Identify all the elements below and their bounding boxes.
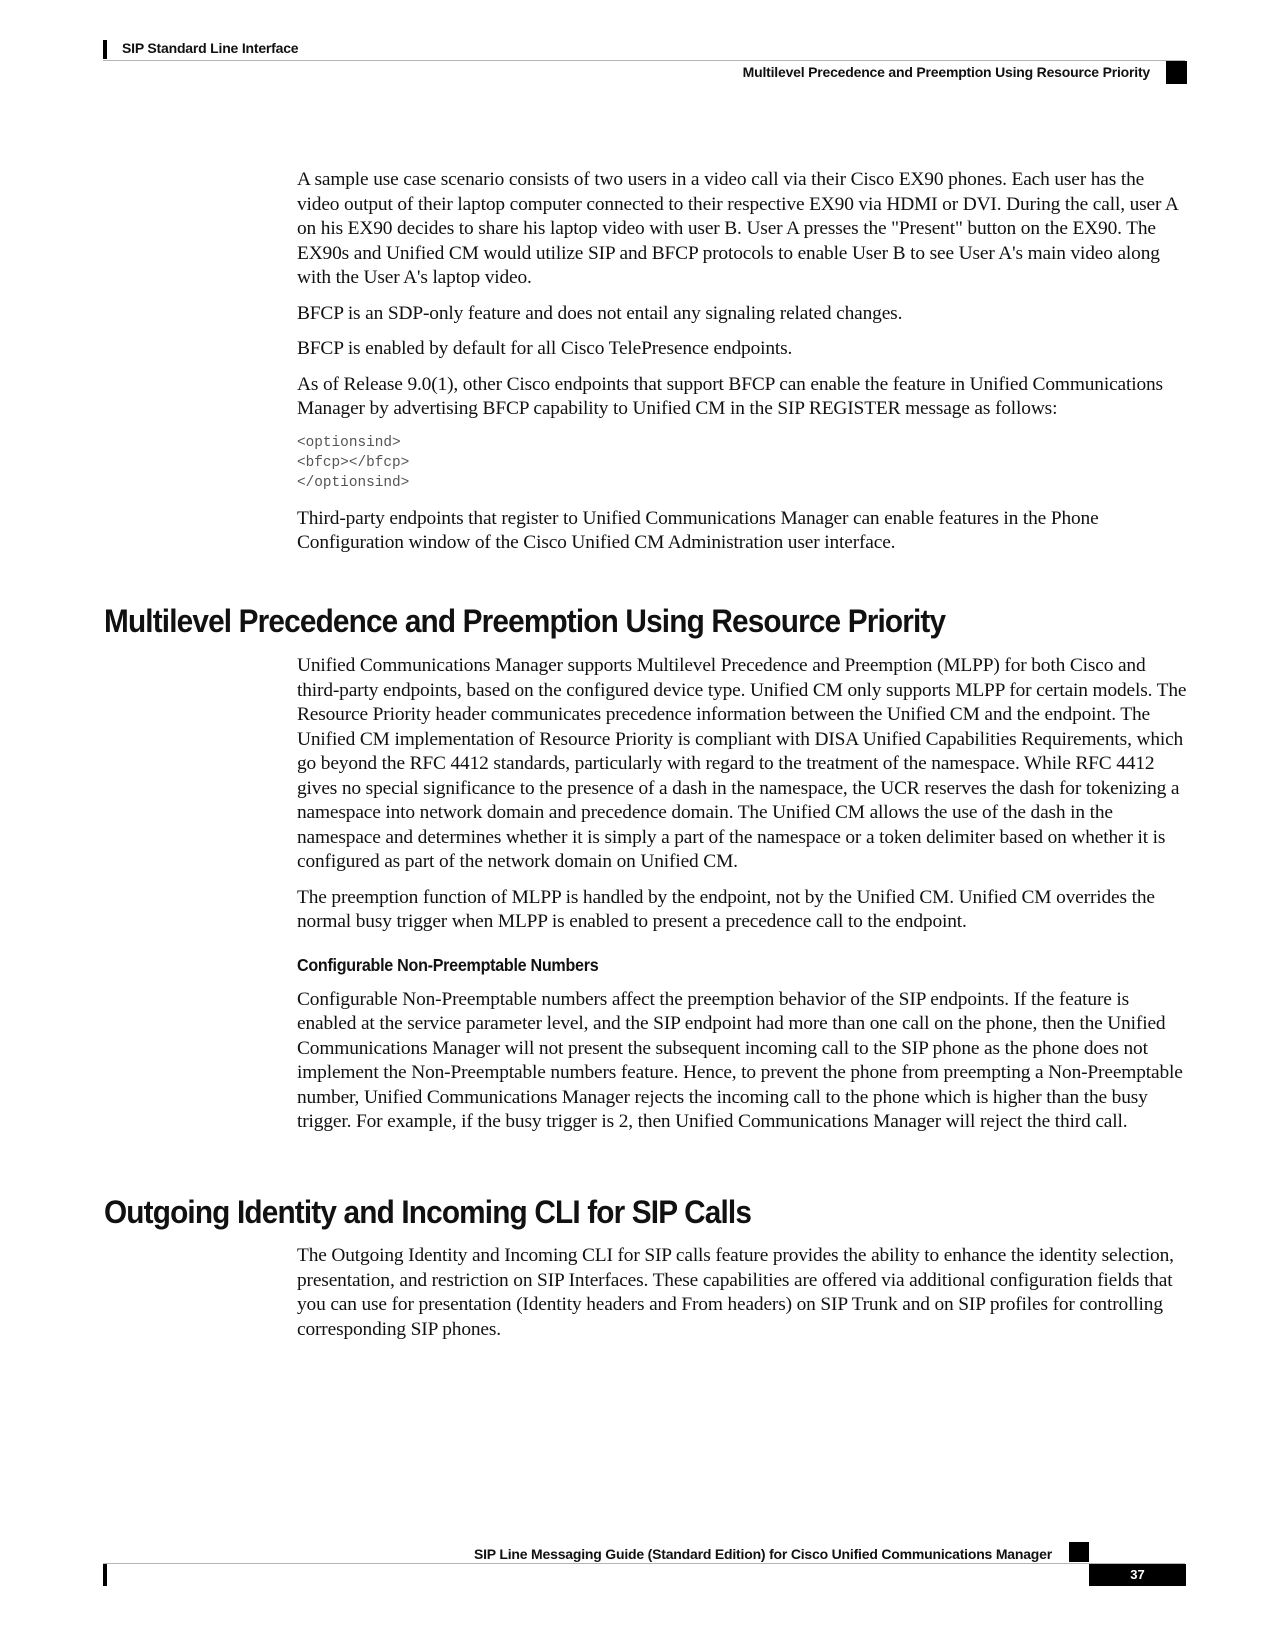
- code-line: </optionsind>: [297, 474, 410, 491]
- outgoing-section: [297, 1244, 1190, 1353]
- section-heading-outgoing-identity: Outgoing Identity and Incoming CLI for SIP Calls: [104, 1194, 752, 1230]
- code-sample: [297, 433, 1190, 493]
- outgoing-paragraph: The Outgoing Identity and Incoming CLI for SIP calls feature provides the ability to enhance the identity selection, presentation, and restriction on SIP Interfaces. These capabilities are offered via additional configuration fields that you can use for presentation (Identity headers and From headers) on SIP Trunk and on SIP profiles for controlling corresponding SIP phones.: [297, 1245, 1174, 1340]
- header-left-bar: [103, 40, 107, 59]
- header-section-title: Multilevel Precedence and Preemption Using Resource Priority: [742, 64, 1150, 80]
- intro-paragraph-usecase: A sample use case scenario consists of two users in a video call via their Cisco EX90 phones. Each user has the video output of their laptop computer connected to their respective EX90 via HDMI or DVI. During the call, user A on his EX90 decides to share his laptop video with user B. User A presses the "Present" button on the EX90. The EX90s and Unified CM would utilize SIP and BFCP protocols to enable User B to see User A's main video along with the User A's laptop video.: [297, 169, 1178, 288]
- header-rule: [103, 60, 1185, 61]
- intro-paragraph-thirdparty: Third-party endpoints that register to Unified Communications Manager can enable features in the Phone Configuration window of the Cisco Unified CM Administration user interface.: [297, 507, 1099, 553]
- intro-paragraph-default: BFCP is enabled by default for all Cisco TelePresence endpoints.: [297, 338, 793, 359]
- section-heading-mlpp: Multilevel Precedence and Preemption Using Resource Priority: [104, 603, 946, 639]
- page-number: 37: [1089, 1564, 1186, 1586]
- footer-block: [1069, 1542, 1089, 1562]
- footer-rule: [103, 1563, 1185, 1564]
- intro-section: [297, 168, 1190, 567]
- code-line: <optionsind>: [297, 434, 401, 451]
- mlpp-section: [297, 654, 1190, 1146]
- intro-paragraph-sdp: BFCP is an SDP-only feature and does not entail any signaling related changes.: [297, 302, 903, 324]
- mlpp-paragraph-preemption: The preemption function of MLPP is handled by the endpoint, not by the Unified CM. Unified CM overrides the normal busy trigger when MLPP is enabled to present a precedence call to the endpoint.: [297, 886, 1155, 932]
- footer-guide-title: SIP Line Messaging Guide (Standard Edition) for Cisco Unified Communications Manager: [473, 1546, 1052, 1562]
- code-line: <bfcp></bfcp>: [297, 454, 410, 471]
- non-preemptable-paragraph: Configurable Non-Preemptable numbers affect the preemption behavior of the SIP endpoints. If the feature is enabled at the service parameter level, and the SIP endpoint had more than one call on the phone, then the Unified Communications Manager will not present the subsequent incoming call to the SIP phone as the phone does not implement the Non-Preemptable numbers feature. Hence, to prevent the phone from preempting a Non-Preemptable number, Unified Communications Manager rejects the incoming call to the phone which is higher than the busy trigger. For example, if the busy trigger is 2, then Unified Communications Manager will reject the third call.: [297, 988, 1183, 1132]
- header-right-block: [1166, 61, 1187, 84]
- mlpp-paragraph-support: Unified Communications Manager supports Multilevel Precedence and Preemption (MLPP) for both Cisco and third-party endpoints, based on the configured device type. Unified CM only supports MLPP for certain models. The Resource Priority header communicates precedence information between the Unified CM and the endpoint. The Unified CM implementation of Resource Priority is compliant with DISA Unified Capabilities Requirements, which go beyond the RFC 4412 standards, particularly with regard to the treatment of the namespace. While RFC 4412 gives no special significance to the presence of a dash in the namespace, the UCR reserves the dash for tokenizing a namespace into network domain and precedence domain. The Unified CM allows the use of the dash in the namespace and determines whether it is simply a part of the namespace or a token delimiter based on whether it is configured as part of the network domain on Unified CM.: [297, 655, 1187, 872]
- subheading-non-preemptable: Configurable Non-Preemptable Numbers: [297, 954, 599, 975]
- intro-paragraph-release: As of Release 9.0(1), other Cisco endpoints that support BFCP can enable the feature in Unified Communications Manager by advertising BFCP capability to Unified CM in the SIP REGISTER message as follows:: [297, 373, 1163, 419]
- footer-left-bar: [103, 1564, 107, 1586]
- header-chapter-title: SIP Standard Line Interface: [122, 40, 299, 56]
